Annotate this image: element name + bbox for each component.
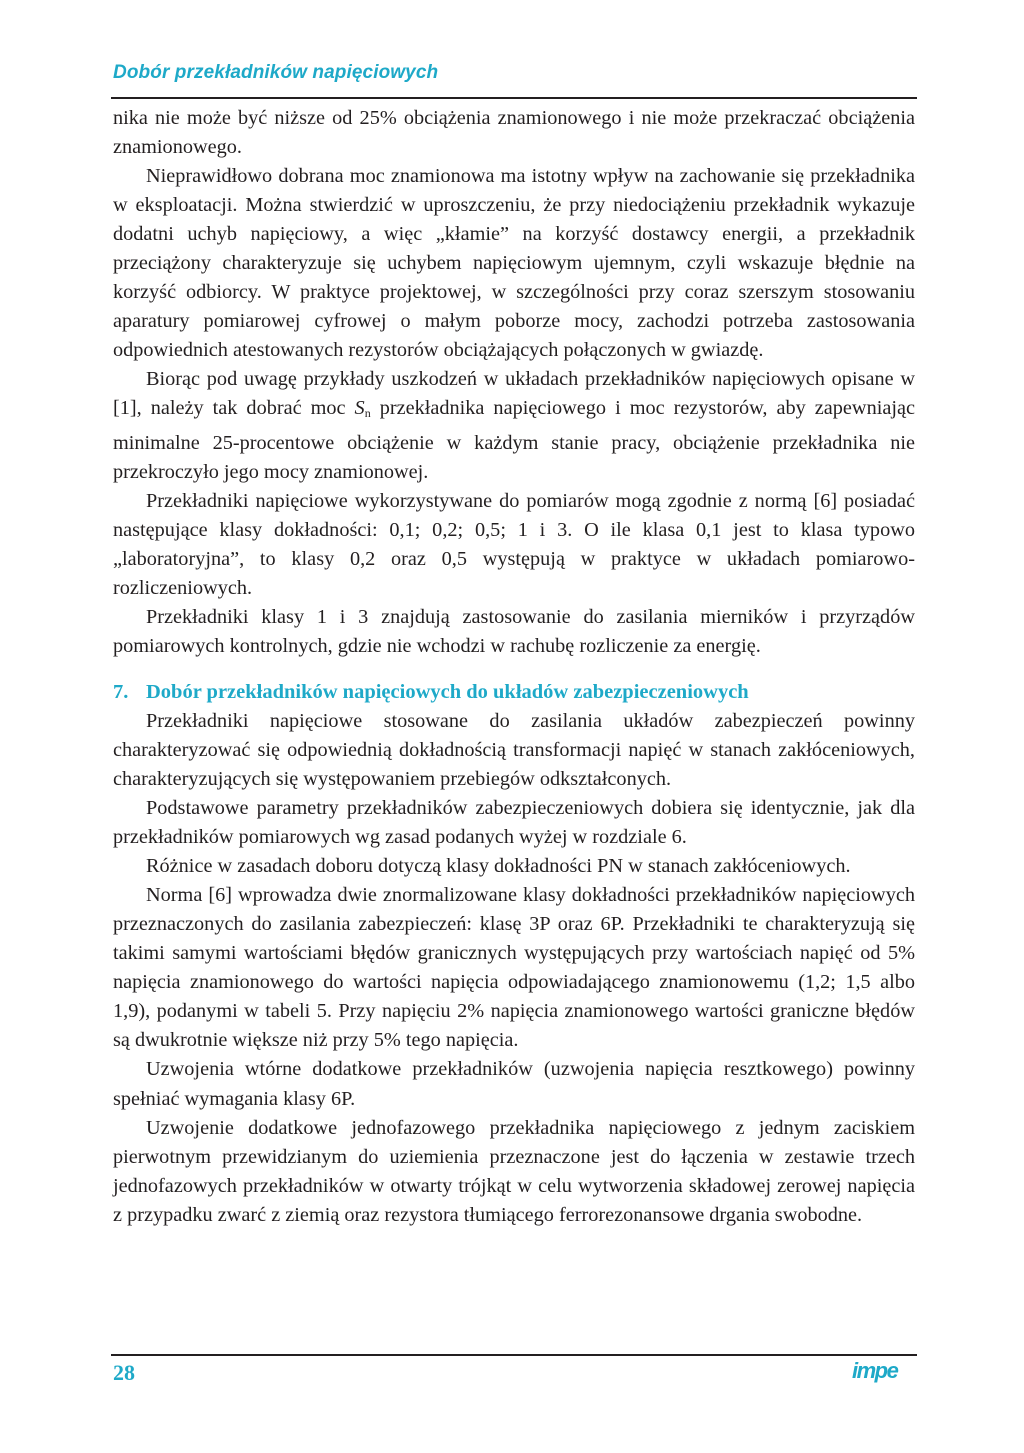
paragraph-text: Biorąc pod uwagę przykłady uszkodzeń w układach przekładników napięciowych opisane w [1], należy tak dobrać moc	[113, 368, 915, 420]
paragraph: Przekładniki napięciowe wykorzystywane do pomiarów mogą zgodnie z normą [6] posiadać następujące klasy dokładności: 0,1; 0,2; 0,5; 1 i 3. O ile klasa 0,1 jest to klasa typowo „laboratoryjna”, to klasy 0,2 oraz 0,5 występują w praktyce w układach pomiarowo-rozliczeniowych.	[113, 489, 915, 599]
paragraph: Różnice w zasadach doboru dotyczą klasy dokładności PN w stanach zakłóceniowych.	[146, 855, 851, 878]
footer-rule	[111, 1354, 917, 1356]
page-body	[113, 104, 915, 1230]
paragraph: Uzwojenie dodatkowe jednofazowego przekładnika napięciowego z jednym zaciskiem pierwotnym przewidzianym do uziemienia przeznaczone jest do łączenia w zestawie trzech jednofazowych przekładników w otwarty trójkąt w celu wytworzenia składowej zerowej napięcia z przypadku zwarć z ziemią oraz rezystora tłumiącego ferrorezonansowe drgania swobodne.	[113, 1116, 915, 1226]
logo-text: impe	[852, 1358, 898, 1383]
symbol-s: S	[354, 397, 365, 420]
paragraph: Nieprawidłowo dobrana moc znamionowa ma istotny wpływ na zachowanie się przekładnika w eksploatacji. Można stwierdzić w uproszczeniu, że przy niedociążeniu przekładnik wykazuje dodatni uchyb napięciowy, a więc „kłamie” na korzyść dostawcy energii, a przekładnik przeciążony charakteryzuje się uchybem napięciowym ujemnym, czyli wskazuje błędnie na korzyść odbiorcy. W praktyce projektowej, w szczególności przy coraz szerszym stosowaniu aparatury pomiarowej cyfrowej o małym poborze mocy, zachodzi potrzeba zastosowania odpowiednich atestowanych rezystorów obciążających połączonych w gwiazdę.	[113, 165, 915, 362]
page-number: 28	[113, 1360, 135, 1385]
paragraph: Uzwojenia wtórne dodatkowe przekładników (uzwojenia napięcia resztkowego) powinny spełniać wymagania klasy 6P.	[113, 1058, 915, 1110]
paragraph: Przekładniki klasy 1 i 3 znajdują zastosowanie do zasilania mierników i przyrządów pomiarowych kontrolnych, gdzie nie wchodzi w rachubę rozliczenie za energię.	[113, 605, 915, 657]
paragraph-rated-power	[113, 365, 915, 486]
symbol-subscript: n	[364, 406, 371, 421]
header-rule	[111, 97, 917, 99]
running-header: Dobór przekładników napięciowych	[113, 62, 439, 83]
paragraph: Podstawowe parametry przekładników zabezpieczeniowych dobiera się identycznie, jak dla przekładników pomiarowych wg zasad podanych wyżej w rozdziale 6.	[113, 797, 915, 849]
paragraph-text: przekładnika napięciowego i moc rezystorów, aby zapewniając minimalne 25-procentowe obciążenie w każdym stanie pracy, obciążenie przekładnika nie przekroczyło jego mocy znamionowej.	[113, 397, 915, 483]
section-title: Dobór przekładników napięciowych do układów zabezpieczeniowych	[146, 680, 749, 703]
paragraph: nika nie może być niższe od 25% obciążenia znamionowego i nie może przekraczać obciążenia znamionowego.	[113, 107, 915, 159]
paragraph: Norma [6] wprowadza dwie znormalizowane klasy dokładności przekładników napięciowych przeznaczonych do zasilania zabezpieczeń: klasę 3P oraz 6P. Przekładniki te charakteryzują się takimi samymi wartościami błędów granicznych występujących przy wartościach napięć od 5% napięcia znamionowego do wartości napięcia odpowiadającego znamionowemu (1,2; 1,5 albo 1,9), podanymi w tabeli 5. Przy napięciu 2% napięcia znamionowego wartości graniczne błędów są dwukrotnie większe niż przy 5% tego napięcia.	[113, 884, 915, 1052]
section-heading	[113, 678, 915, 707]
publisher-logo	[852, 1358, 916, 1386]
paragraph: Przekładniki napięciowe stosowane do zasilania układów zabezpieczeń powinny charakteryzować się odpowiednią dokładnością transformacji napięć w stanach zakłóceniowych, charakteryzujących się występowaniem przebiegów odkształconych.	[113, 709, 915, 790]
section-number: 7.	[113, 680, 129, 703]
